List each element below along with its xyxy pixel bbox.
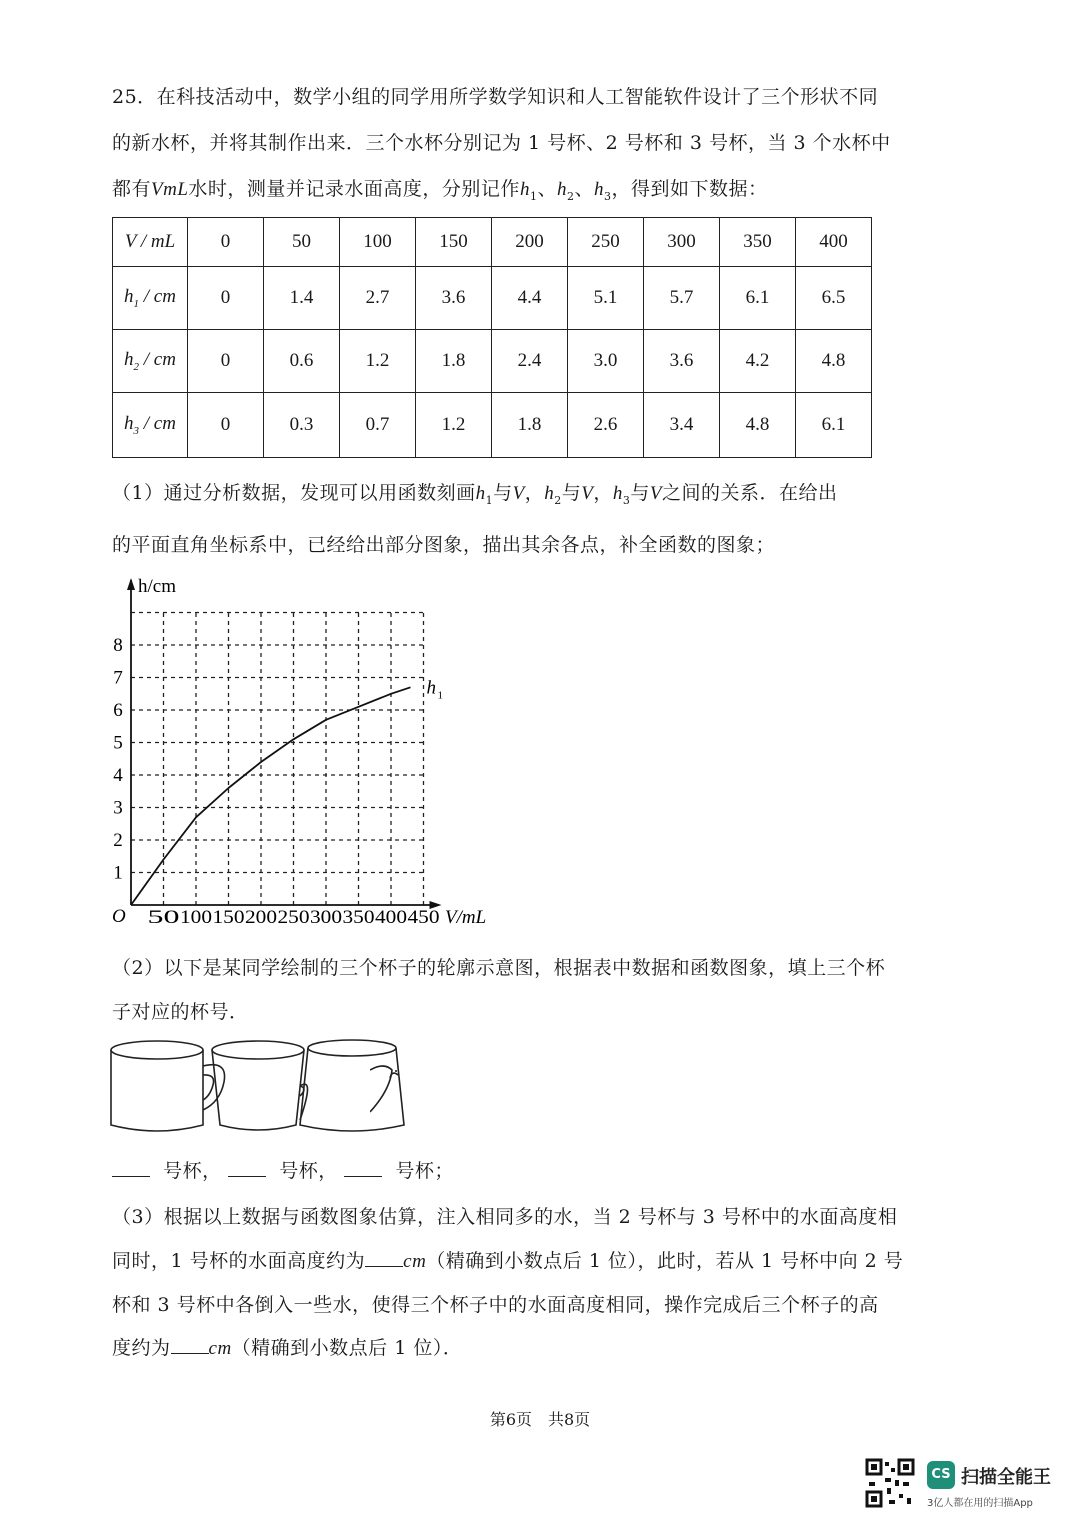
x-tick-label: 100 <box>180 907 212 928</box>
y-tick-label: 3 <box>113 797 123 819</box>
cup-handle-extra <box>370 1060 400 1130</box>
question-line-2: 的新水杯，并将其制作出来．三个水杯分别记为 1 号杯、2 号杯和 3 号杯，当 3 个水杯中 <box>112 132 891 154</box>
cup-blank-3[interactable] <box>344 1176 382 1177</box>
height-blank-1[interactable] <box>365 1266 403 1267</box>
table-cell: 1.8 <box>416 330 492 393</box>
table-cell: 6.1 <box>720 267 796 330</box>
table-cell: 4.8 <box>720 393 796 458</box>
table-cell: 2.7 <box>340 267 416 330</box>
cup-flared-icon <box>212 1041 308 1130</box>
question-line-3: 都有VmL水时，测量并记录水面高度，分别记作$h_1$、$h_2$、$h_3$，得到如下数据： <box>112 178 768 203</box>
x-tick-label: 250 <box>277 907 310 928</box>
table-cell: 0.3 <box>264 393 340 458</box>
height-blank-2[interactable] <box>171 1353 209 1354</box>
table-cell: 2.6 <box>568 393 644 458</box>
origin-label: O <box>112 906 126 927</box>
series-label-sub: 1 <box>437 689 443 702</box>
y-axis-arrow <box>127 578 135 590</box>
table-cell: 5.7 <box>644 267 720 330</box>
cup-straight-icon <box>111 1041 225 1131</box>
y-tick-label: 5 <box>113 732 123 754</box>
chart-series <box>131 677 443 905</box>
part3-line-1: （3）根据以上数据与函数图象估算，注入相同多的水，当 2 号杯与 3 号杯中的水面高度相 <box>112 1206 898 1228</box>
table-cell: 1.4 <box>264 267 340 330</box>
table-header-cell: $h_2$ / cm <box>113 330 188 393</box>
x-tick-label: 50 <box>147 907 180 928</box>
series-label-h1: h <box>426 677 436 699</box>
y-tick-label: 6 <box>113 700 123 721</box>
y-tick-label: 7 <box>113 667 123 689</box>
table-cell: 1.2 <box>416 393 492 458</box>
y-tick-label: 1 <box>113 862 123 884</box>
data-table <box>112 217 872 458</box>
part3-line-4: 度约为 cm（精确到小数点后 1 位）． <box>112 1337 463 1359</box>
page-number: 第6页 共8页 <box>489 1410 591 1429</box>
chart-grid <box>131 613 424 906</box>
table-row <box>113 330 872 393</box>
h-v-chart <box>0 570 520 930</box>
table-cell: 1.2 <box>340 330 416 393</box>
x-tick-label: 400 <box>375 907 407 928</box>
table-cell: 4.8 <box>796 330 872 393</box>
table-cell: 4.2 <box>720 330 796 393</box>
table-cell: 0.6 <box>264 330 340 393</box>
table-cell: 1.8 <box>492 393 568 458</box>
part1-line-1: （1）通过分析数据，发现可以用函数刻画$h_1$与V，$h_2$与V，$h_3$与V之间的关系．在给出 <box>112 482 838 507</box>
table-row <box>113 218 872 267</box>
table-cell: 0 <box>188 267 264 330</box>
y-tick-label: 8 <box>113 635 123 656</box>
question-line-1: 25．在科技活动中，数学小组的同学用所学数学知识和人工智能软件设计了三个形状不同 <box>112 86 879 108</box>
table-cell: 5.1 <box>568 267 644 330</box>
table-cell: 0 <box>188 393 264 458</box>
table-row <box>113 393 872 458</box>
y-axis-label: h/cm <box>138 576 176 597</box>
part3-line-2: 同时，1 号杯的水面高度约为 cm（精确到小数点后 1 位），此时，若从 1 号杯中向 2 号 <box>112 1250 904 1272</box>
part1-line-2: 的平面直角坐标系中，已经给出部分图象，描出其余各点，补全函数的图象； <box>112 534 776 556</box>
scanner-title: 扫描全能王 <box>961 1467 1051 1488</box>
chart-axes <box>112 576 486 928</box>
table-cell: 0.7 <box>340 393 416 458</box>
table-cell: 250 <box>568 218 644 267</box>
table-header-cell: $h_3$ / cm <box>113 393 188 458</box>
part2-line-1: （2）以下是某同学绘制的三个杯子的轮廓示意图，根据表中数据和函数图象，填上三个杯 <box>112 957 886 979</box>
table-cell: 6.5 <box>796 267 872 330</box>
table-header-cell: V / mL <box>113 218 188 267</box>
x-tick-label: 300 <box>310 907 342 928</box>
table-cell: 150 <box>416 218 492 267</box>
table-header-cell: $h_1$ / cm <box>113 267 188 330</box>
table-cell: 200 <box>492 218 568 267</box>
table-cell: 3.6 <box>644 330 720 393</box>
qr-code-icon <box>865 1458 915 1508</box>
y-tick-label: 4 <box>113 765 123 786</box>
table-cell: 4.4 <box>492 267 568 330</box>
table-cell: 0 <box>188 330 264 393</box>
table-cell: 3.4 <box>644 393 720 458</box>
table-cell: 100 <box>340 218 416 267</box>
table-cell: 6.1 <box>796 393 872 458</box>
table-cell: 2.4 <box>492 330 568 393</box>
scanner-subtitle: 3亿人都在用的扫描App <box>927 1498 1033 1509</box>
x-tick-label: 150 <box>212 907 245 928</box>
x-tick-label: 200 <box>245 907 277 928</box>
table-cell: 300 <box>644 218 720 267</box>
x-tick-label: 350 <box>342 907 375 928</box>
x-tick-label: 450 <box>407 907 440 928</box>
table-cell: 0 <box>188 218 264 267</box>
part3-line-3: 杯和 3 号杯中各倒入一些水，使得三个杯子中的水面高度相同，操作完成后三个杯子的高 <box>112 1294 879 1316</box>
cup-blank-2[interactable] <box>228 1176 266 1177</box>
table-cell: 400 <box>796 218 872 267</box>
table-cell: 3.0 <box>568 330 644 393</box>
scanner-logo: CS <box>927 1461 955 1489</box>
table-cell: 3.6 <box>416 267 492 330</box>
table-row <box>113 267 872 330</box>
y-tick-label: 2 <box>113 830 123 851</box>
part2-line-2: 子对应的杯号． <box>112 1001 249 1023</box>
cup-blank-1[interactable] <box>112 1176 150 1177</box>
table-cell: 350 <box>720 218 796 267</box>
table-cell: 50 <box>264 218 340 267</box>
cups-illustration <box>100 1030 410 1140</box>
cup-number-blanks: 号杯， 号杯， 号杯； <box>112 1156 454 1183</box>
x-axis-label: V/mL <box>445 907 487 928</box>
